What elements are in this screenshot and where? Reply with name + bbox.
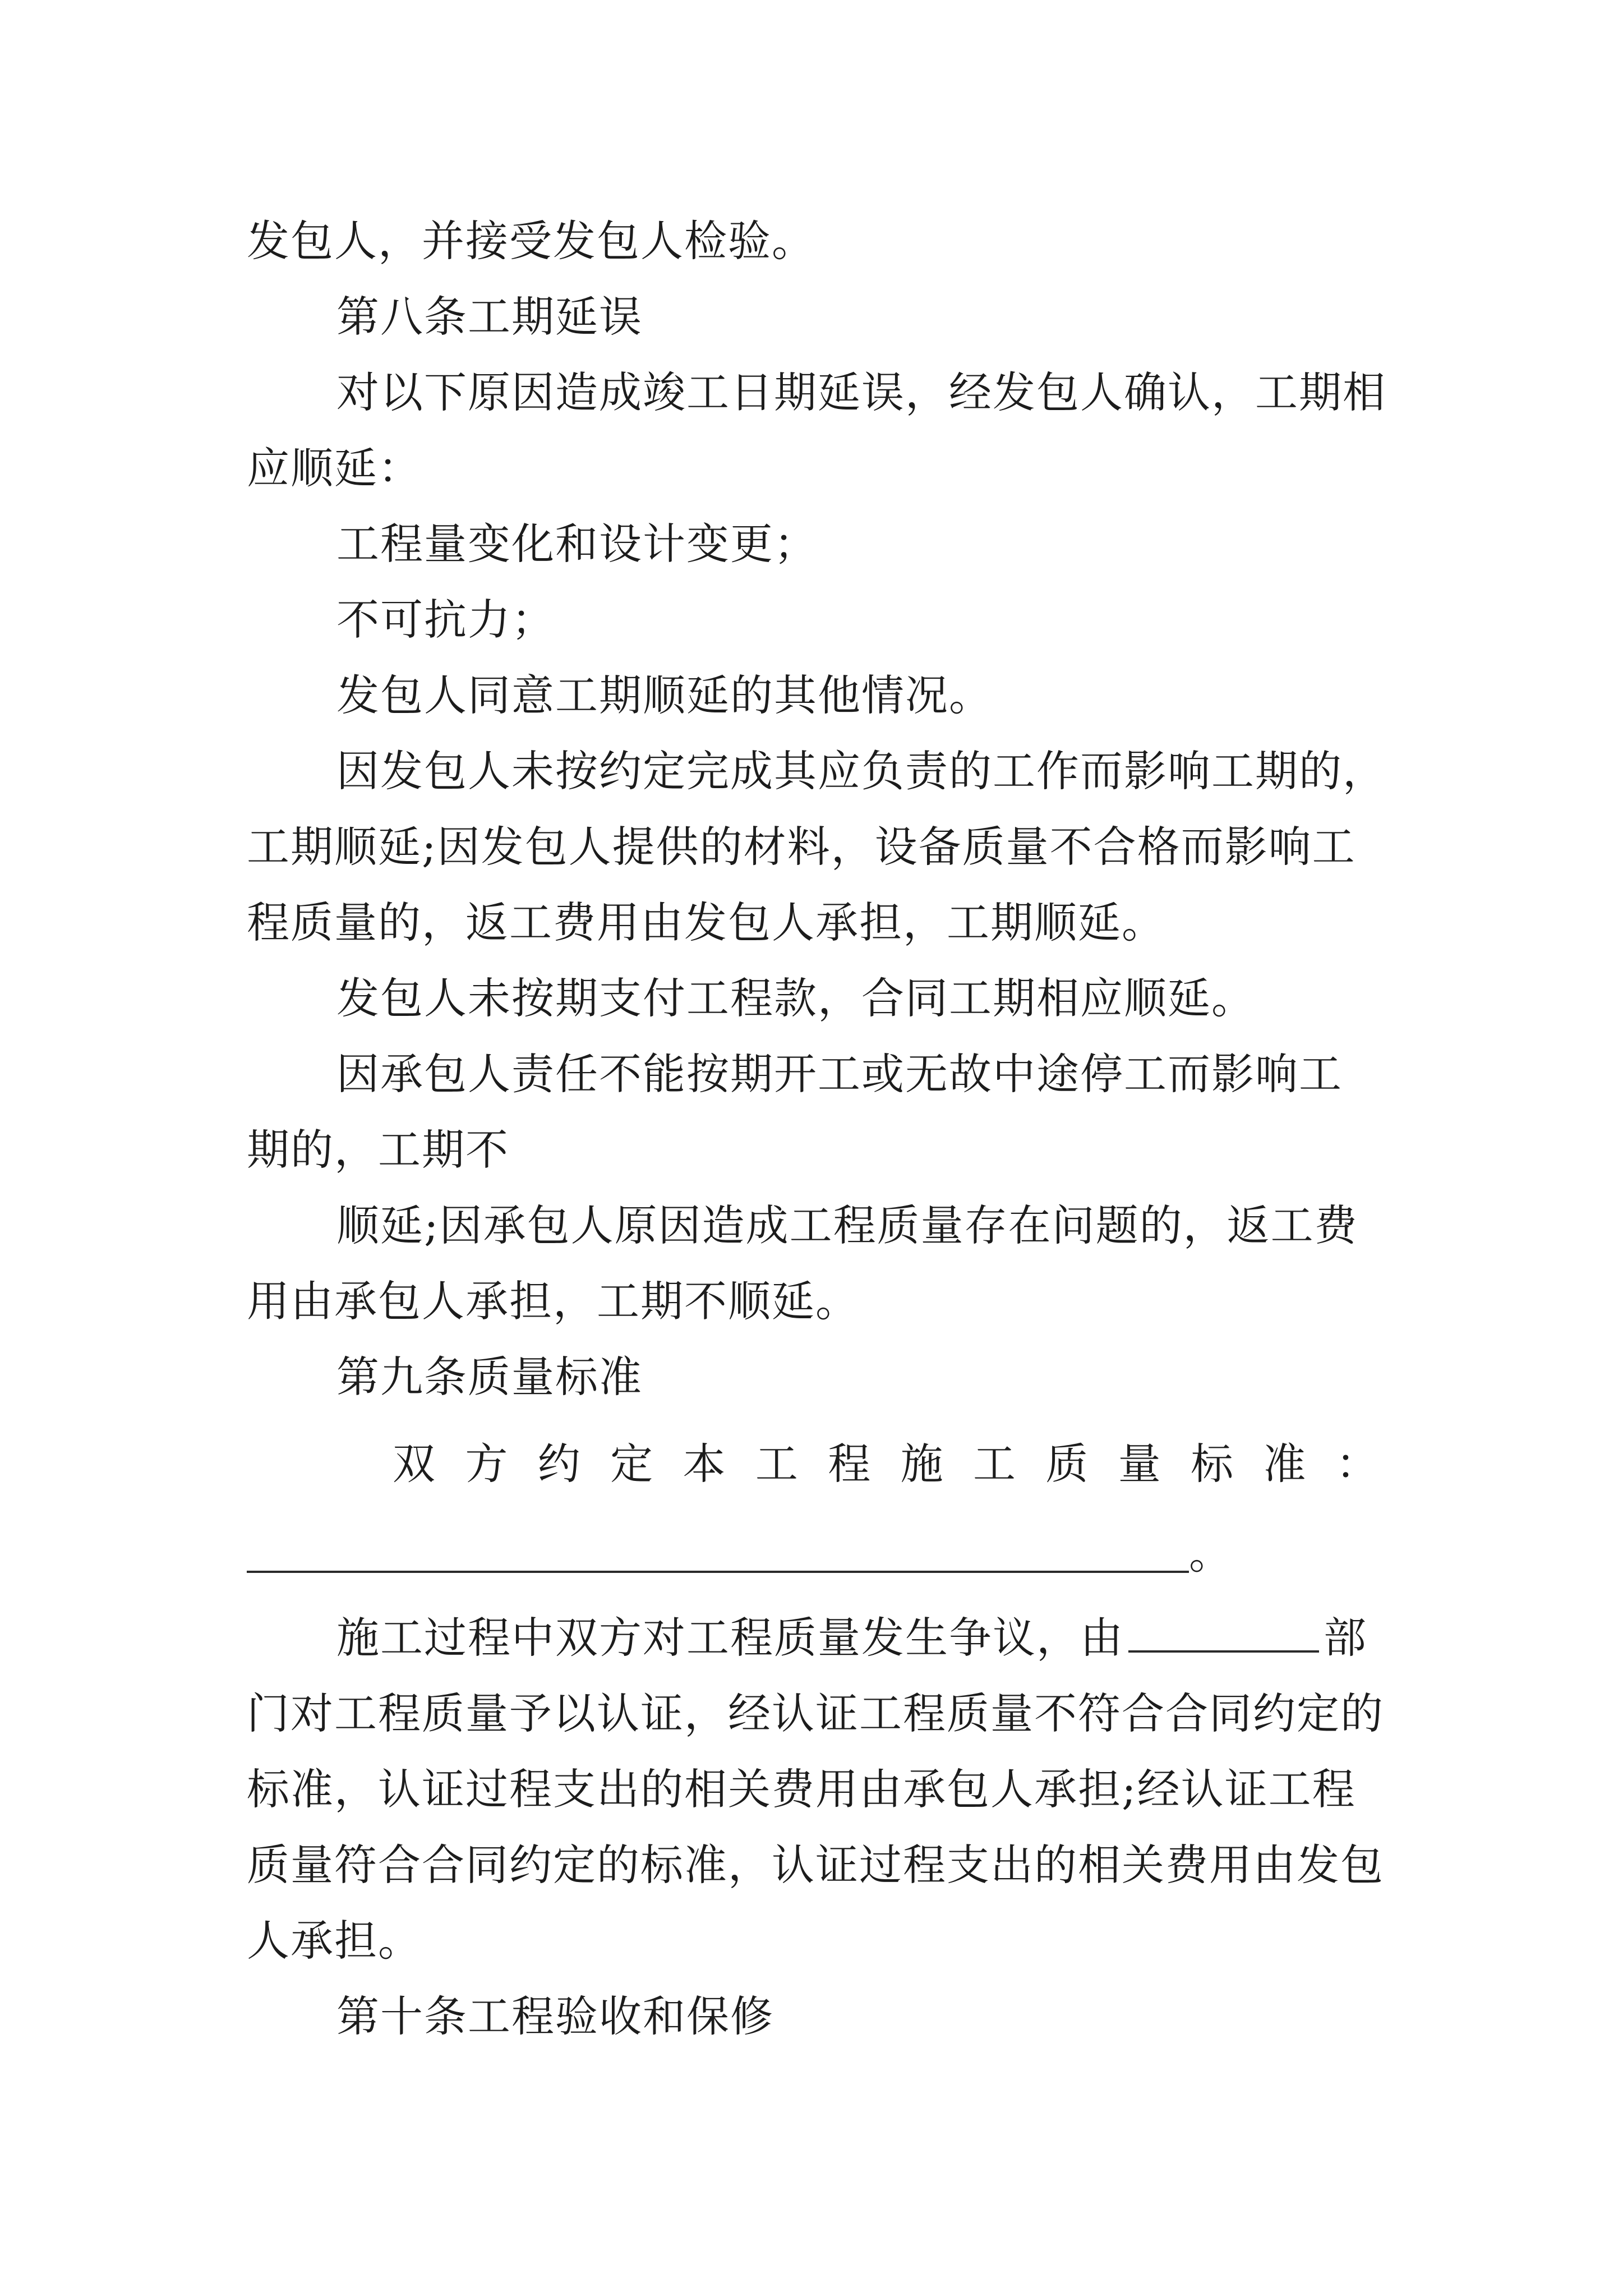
text-char: 质 <box>1045 1439 1090 1489</box>
list-item: 发包人同意工期顺延的其他情况。 <box>336 670 993 720</box>
text-char: 工 <box>973 1439 1017 1489</box>
text-line: 发包人，并接受发包人检验。 <box>247 216 815 266</box>
text-line: 对以下原因造成竣工日期延误，经发包人确认，工期相 <box>336 367 1386 417</box>
text-line: 门对工程质量予以认证，经认证工程质量不符合合同约定的 <box>247 1688 1384 1738</box>
quality-standard-line <box>393 1436 1380 1492</box>
text-line: 工期顺延;因发包人提供的材料，设备质量不合格而影响工 <box>247 822 1356 872</box>
text-line: 应顺延： <box>247 443 422 493</box>
dispute-suffix: 部 <box>1324 1613 1367 1663</box>
text-line: 顺延;因承包人原因造成工程质量存在问题的，返工费 <box>336 1200 1358 1250</box>
section-heading-9: 第九条质量标准 <box>336 1352 643 1402</box>
text-char: ： <box>1335 1439 1380 1489</box>
text-line: 标准，认证过程支出的相关费用由承包人承担;经认证工程 <box>247 1764 1356 1814</box>
department-blank[interactable] <box>1128 1611 1319 1653</box>
quality-standard-blank[interactable] <box>247 1571 1189 1573</box>
list-item: 工程量变化和设计变更； <box>336 519 818 569</box>
text-char: 本 <box>683 1439 727 1489</box>
section-heading-10: 第十条工程验收和保修 <box>336 1991 774 2041</box>
text-line: 人承担。 <box>247 1916 422 1966</box>
dispute-line <box>336 1610 1391 1666</box>
text-line: 发包人未按期支付工程款，合同工期相应顺延。 <box>336 973 1255 1023</box>
text-line: 质量符合合同约定的标准，认证过程支出的相关费用由发包 <box>247 1840 1384 1890</box>
list-item: 不可抗力； <box>336 595 555 645</box>
text-line: 程质量的，返工费用由发包人承担，工期顺延。 <box>247 898 1165 947</box>
text-char: 量 <box>1118 1439 1162 1489</box>
text-char: 双 <box>393 1439 436 1489</box>
quality-standard-end: 。 <box>1189 1529 1232 1579</box>
text-char: 方 <box>465 1439 509 1489</box>
text-char: 标 <box>1191 1439 1235 1489</box>
text-char: 工 <box>755 1439 799 1489</box>
text-line: 用由承包人承担，工期不顺延。 <box>247 1276 859 1326</box>
text-line: 因承包人责任不能按期开工或无故中途停工而影响工 <box>336 1049 1343 1099</box>
text-char: 定 <box>610 1439 654 1489</box>
text-char: 约 <box>537 1439 582 1489</box>
text-char: 施 <box>900 1439 944 1489</box>
section-heading-8: 第八条工期延误 <box>336 292 643 342</box>
text-char: 程 <box>828 1439 872 1489</box>
text-char: 准 <box>1263 1439 1307 1489</box>
dispute-prefix: 施工过程中双方对工程质量发生争议，由 <box>336 1613 1124 1663</box>
text-line: 因发包人未按约定完成其应负责的工作而影响工期的， <box>336 746 1386 796</box>
text-line: 期的，工期不 <box>247 1125 509 1175</box>
